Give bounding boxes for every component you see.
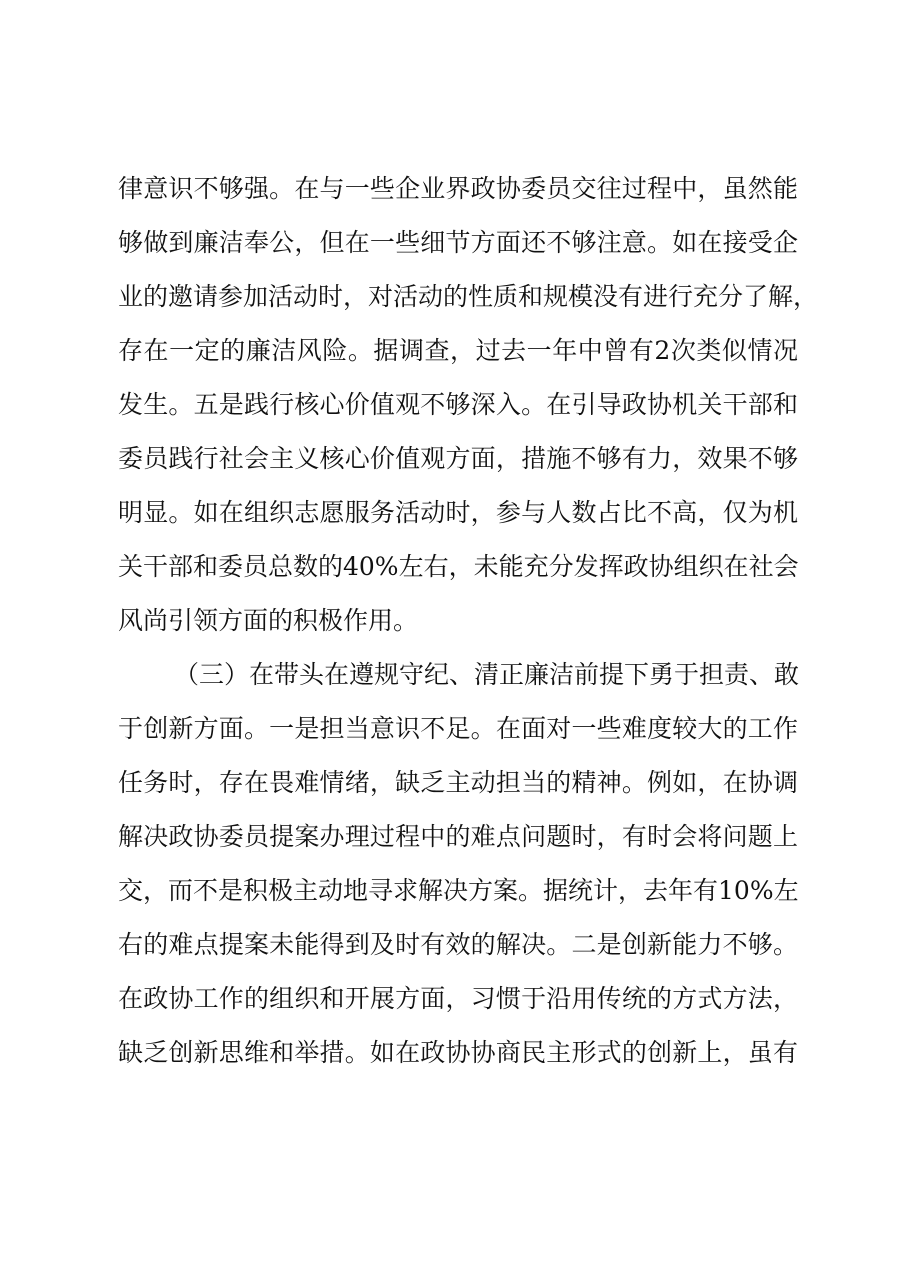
text-line: 交，而不是积极主动地寻求解决方案。据统计，去年有10%左	[118, 876, 799, 905]
text-line: 任务时，存在畏难情绪，缺乏主动担当的精神。例如，在协调	[118, 768, 798, 797]
text-line: 右的难点提案未能得到及时有效的解决。二是创新能力不够。	[118, 930, 798, 959]
text-line: 风尚引领方面的积极作用。	[118, 606, 419, 635]
text-line: 委员践行社会主义核心价值观方面，措施不够有力，效果不够	[118, 444, 798, 473]
text-line: 于创新方面。一是担当意识不足。在面对一些难度较大的工作	[118, 714, 798, 743]
text-line: 发生。五是践行核心价值观不够深入。在引导政协机关干部和	[118, 390, 798, 419]
text-line: 解决政协委员提案办理过程中的难点问题时，有时会将问题上	[118, 822, 798, 851]
text-line: 缺乏创新思维和举措。如在政协协商民主形式的创新上，虽有	[118, 1038, 798, 1067]
text-line: 业的邀请参加活动时，对活动的性质和规模没有进行充分了解，	[118, 282, 819, 311]
text-line: 明显。如在组织志愿服务活动时，参与人数占比不高，仅为机	[118, 498, 798, 527]
text-line: 存在一定的廉洁风险。据调查，过去一年中曾有2次类似情况	[118, 336, 798, 365]
text-line: 关干部和委员总数的40%左右，未能充分发挥政协组织在社会	[118, 552, 799, 581]
body-text	[118, 162, 819, 1080]
section-heading-line: （三）在带头在遵规守纪、清正廉洁前提下勇于担责、敢	[174, 660, 800, 689]
text-line: 律意识不够强。在与一些企业界政协委员交往过程中，虽然能	[118, 174, 798, 203]
text-line: 在政协工作的组织和开展方面，习惯于沿用传统的方式方法，	[118, 984, 798, 1013]
text-line: 够做到廉洁奉公，但在一些细节方面还不够注意。如在接受企	[118, 228, 798, 257]
